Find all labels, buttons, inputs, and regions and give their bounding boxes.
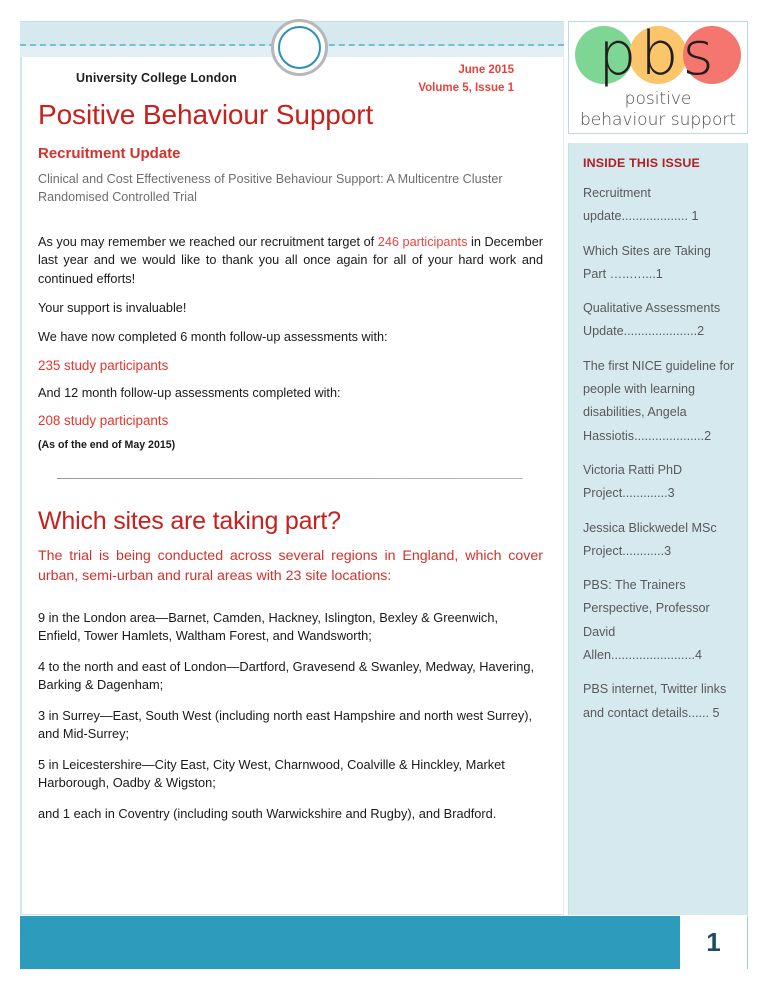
logo-circles	[569, 22, 747, 88]
pbs-logo	[568, 21, 748, 134]
newsletter-title: Positive Behaviour Support	[38, 99, 374, 130]
six-month-participants: 235 study participants	[38, 357, 169, 373]
sites-intro: The trial is being conducted across several regions in England, which cover urban, semi-urban and rural areas with 23 site locations:	[38, 548, 543, 585]
toc-entry[interactable]: Victoria Ratti PhD Project.............3	[583, 462, 683, 501]
site-entry: 3 in Surrey—East, South West (including north east Hampshire and north west Surrey), and Mid-Surrey;	[38, 707, 533, 742]
circle-ornament-inner-icon	[278, 26, 321, 69]
page-number-box	[680, 916, 748, 969]
recruitment-text-before: As you may remember we reached our recruitment target of	[38, 234, 378, 249]
site-entry: and 1 each in Coventry (including south Warwickshire and Rugby), and Bradford.	[38, 805, 497, 821]
logo-tagline-line2: behaviour support	[579, 110, 737, 130]
logo-tagline-line1: positive	[624, 89, 692, 109]
toc-entry[interactable]: Which Sites are Taking Part …..…....1	[583, 243, 711, 281]
page-number: 1	[706, 927, 721, 957]
support-statement: Your support is invaluable!	[38, 300, 187, 315]
trial-subtitle: Clinical and Cost Effectiveness of Positive Behaviour Support: A Multicentre Cluster Randomised Controlled Trial	[38, 172, 503, 204]
inside-this-issue-sidebar	[568, 143, 748, 915]
as-of-date-note: (As of the end of May 2015)	[38, 439, 176, 452]
sites-heading: Which sites are taking part?	[38, 507, 341, 536]
main-content-column	[20, 57, 564, 915]
recruitment-update-heading: Recruitment Update	[38, 145, 181, 162]
article-content	[22, 145, 563, 823]
toc-entry[interactable]: PBS internet, Twitter links and contact details...... 5	[583, 682, 727, 720]
sidebar-title: INSIDE THIS ISSUE	[583, 156, 701, 170]
twelve-month-intro: And 12 month follow-up assessments completed with:	[38, 385, 341, 400]
site-entry: 4 to the north and east of London—Dartford, Gravesend & Swanley, Medway, Havering, Barking & Dagenham;	[38, 658, 535, 693]
toc-entry[interactable]: Recruitment update................... 1	[583, 186, 699, 224]
logo-letters: pbs	[598, 21, 718, 89]
issue-date: June 2015	[458, 64, 514, 76]
six-month-intro: We have now completed 6 month follow-up assessments with:	[38, 330, 388, 345]
recruitment-text-after: in December last year and we would like to thank you all once again for all of your hard work and continued efforts!	[38, 234, 543, 286]
issue-volume: Volume 5, Issue 1	[418, 81, 514, 94]
toc-entry[interactable]: Jessica Blickwedel MSc Project............3	[583, 520, 717, 558]
section-divider	[57, 478, 523, 479]
toc-entry[interactable]: PBS: The Trainers Perspective, Professor David Allen........................4	[583, 578, 710, 663]
toc-entry[interactable]: Qualitative Assessments Update.....................2	[583, 301, 721, 339]
site-entry: 9 in the London area—Barnet, Camden, Hackney, Islington, Bexley & Greenwich, Enfield, Tower Hamlets, Waltham Forest, and Wandsworth;	[38, 609, 498, 644]
recruitment-paragraph	[38, 233, 543, 288]
toc-entry[interactable]: The first NICE guideline for people with learning disabilities, Angela Hassiotis....................2	[583, 358, 735, 443]
issue-info	[418, 62, 514, 98]
university-name: University College London	[76, 71, 237, 85]
participant-target-highlight: 246 participants	[377, 234, 468, 249]
circle-ornament-icon	[271, 19, 328, 76]
site-entry: 5 in Leicestershire—City East, City West, Charnwood, Coalville & Hinckley, Market Harborough, Oadby & Wigston;	[38, 756, 505, 791]
footer-bar	[20, 916, 680, 969]
twelve-month-participants: 208 study participants	[38, 413, 169, 429]
